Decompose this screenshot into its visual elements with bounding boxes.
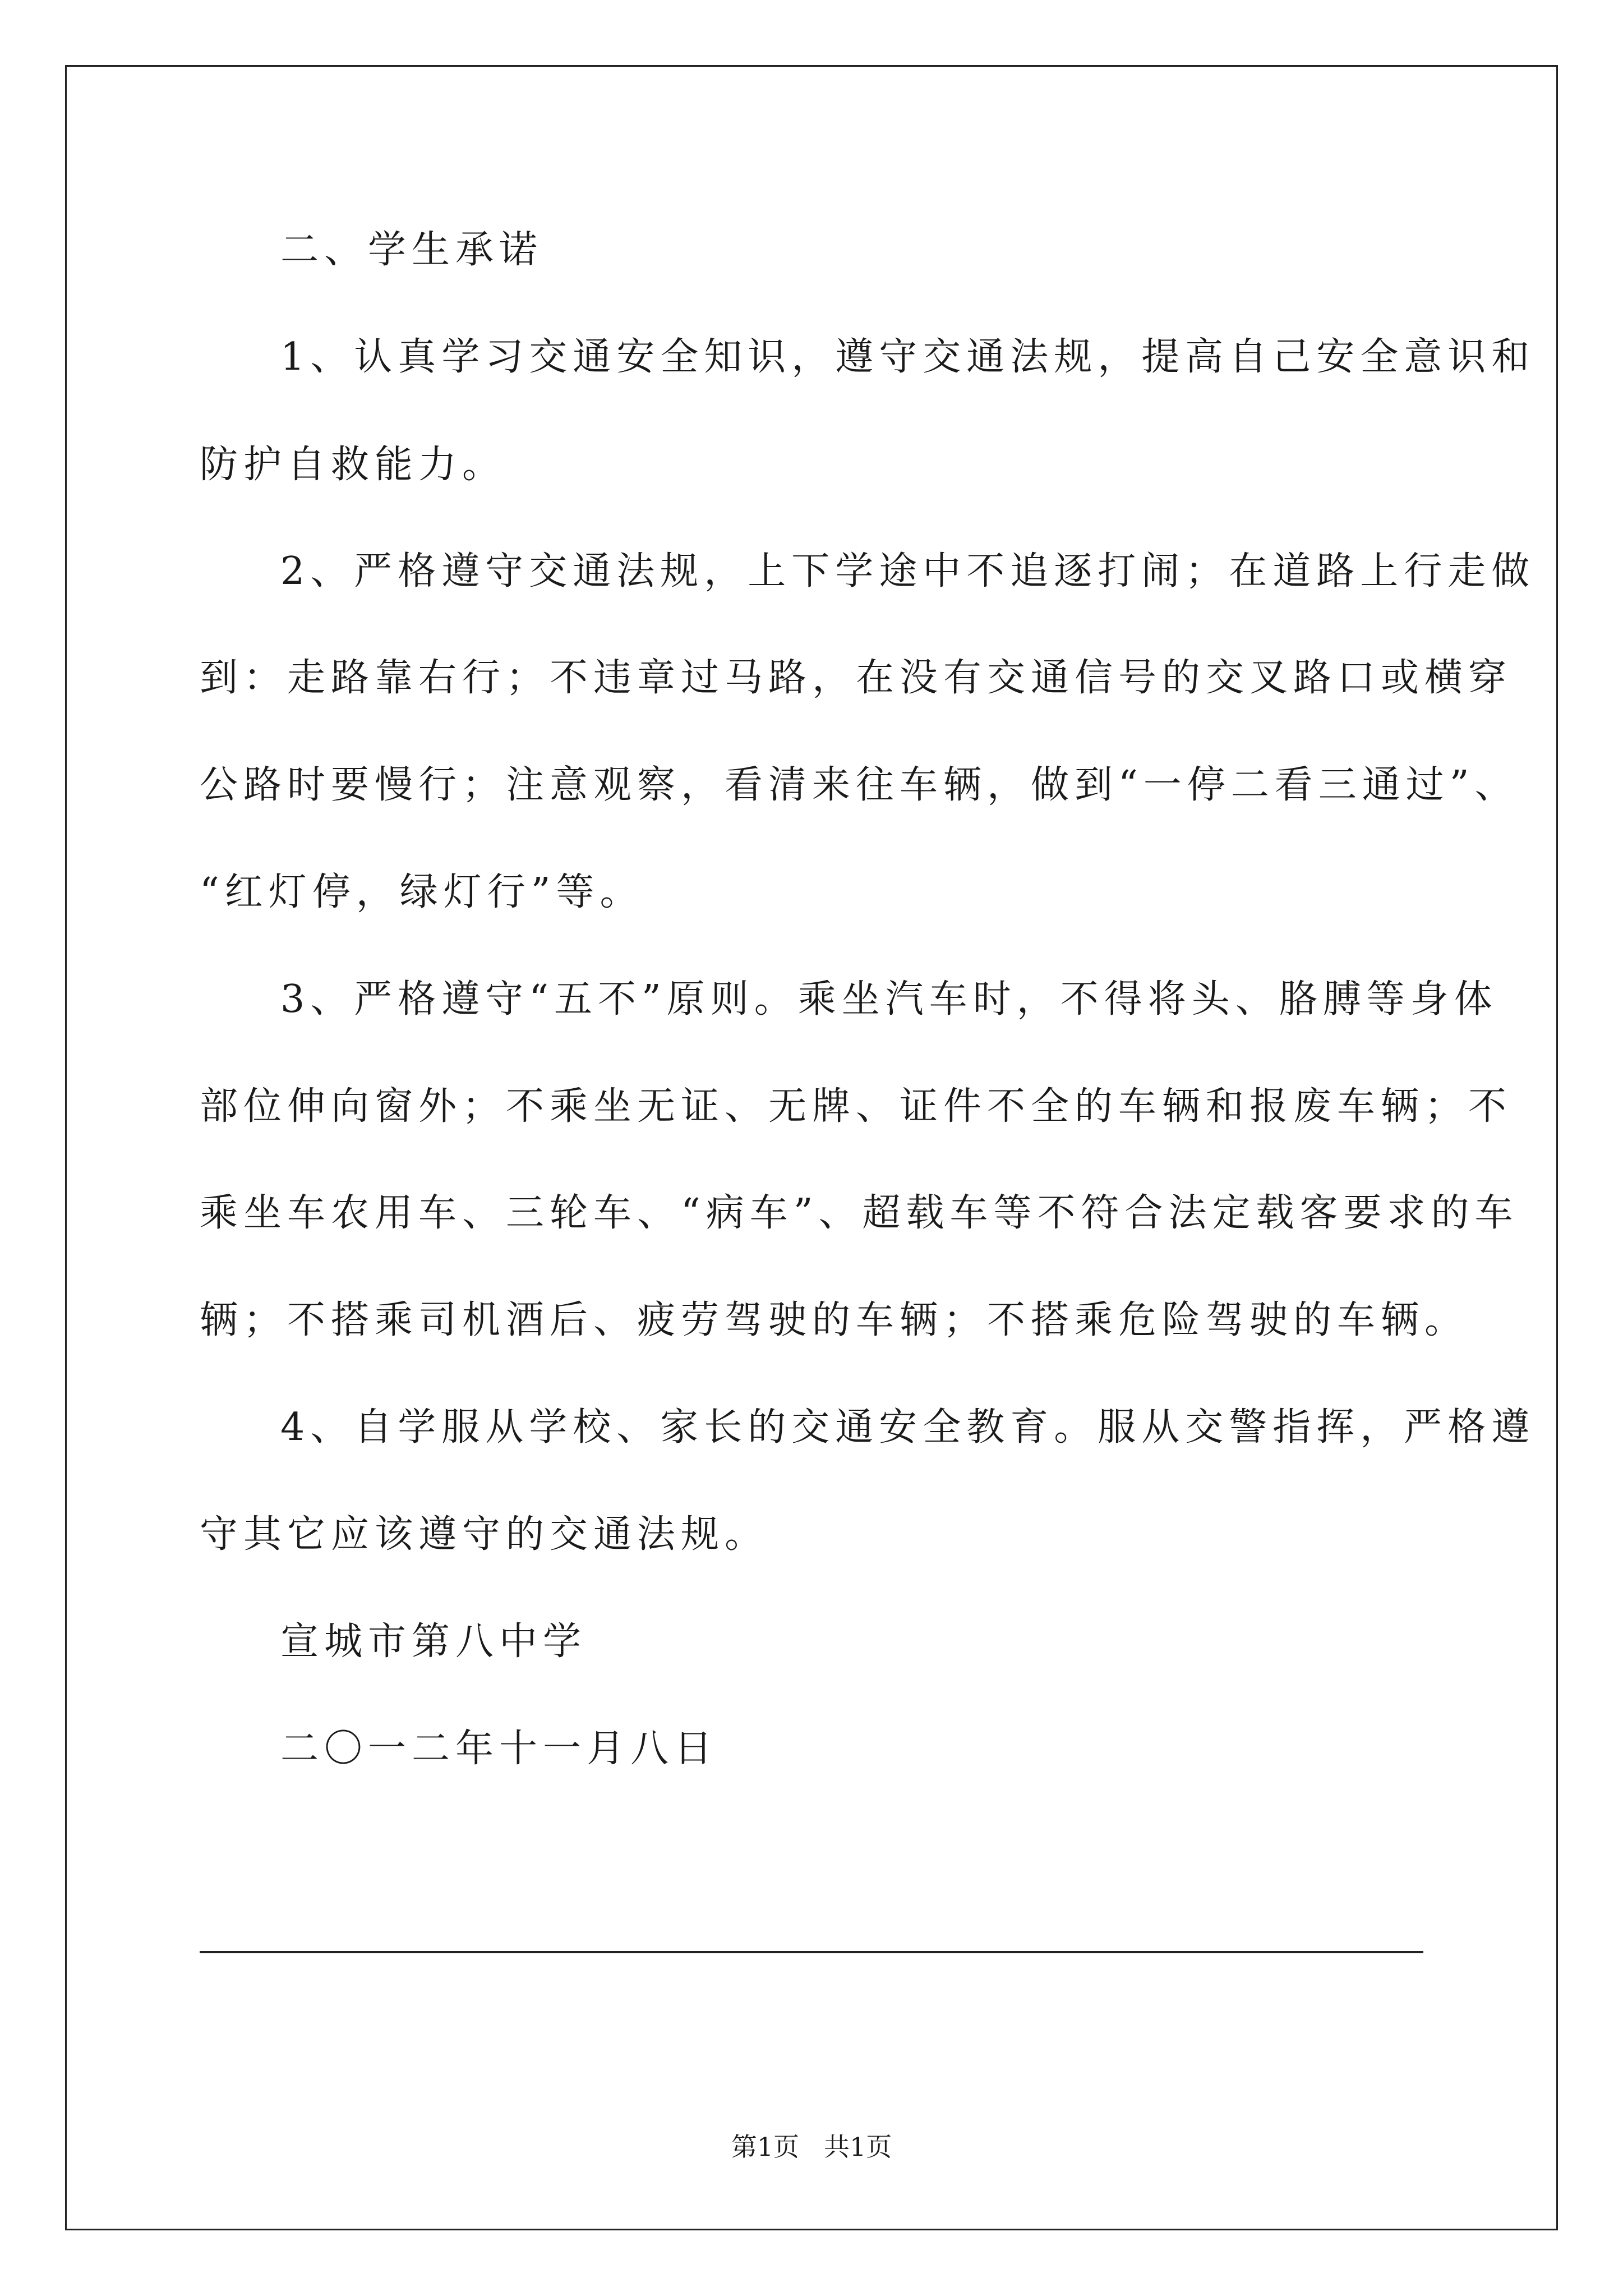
item-3-line-2: 部位伸向窗外；不乘坐无证、无牌、证件不全的车辆和报废车辆；不 [200, 1084, 1513, 1129]
page-border [65, 65, 1558, 2230]
item-2-line-1: 2、严格遵守交通法规，上下学途中不追逐打闹；在道路上行走做 [280, 549, 1536, 593]
item-1-line-1: 1、认真学习交通安全知识，遵守交通法规，提高自己安全意识和 [280, 335, 1536, 379]
item-3-line-3: 乘坐车农用车、三轮车、“病车”、超载车等不符合法定载客要求的车 [200, 1191, 1519, 1235]
section-heading: 二、学生承诺 [280, 228, 543, 272]
item-3-line-4: 辆；不搭乘司机酒后、疲劳驾驶的车辆；不搭乘危险驾驶的车辆。 [200, 1298, 1469, 1342]
separator-line [200, 1951, 1423, 1953]
item-2-line-4: “红灯停，绿灯行”等。 [200, 870, 644, 914]
page-footer [0, 2134, 1623, 2160]
signature-school: 宣城市第八中学 [280, 1619, 587, 1664]
item-4-line-1: 4、自学服从学校、家长的交通安全教育。服从交警指挥，严格遵 [280, 1405, 1536, 1450]
page-number: 第1页 [731, 2132, 800, 2162]
item-4-line-2: 守其它应该遵守的交通法规。 [200, 1512, 769, 1557]
item-3-line-1: 3、严格遵守“五不”原则。乘坐汽车时，不得将头、胳膊等身体 [280, 977, 1498, 1022]
signature-date: 二〇一二年十一月八日 [280, 1727, 718, 1771]
item-2-line-3: 公路时要慢行；注意观察，看清来往车辆，做到“一停二看三通过”、 [200, 763, 1519, 807]
item-1-line-2: 防护自救能力。 [200, 443, 506, 487]
item-2-line-2: 到：走路靠右行；不违章过马路，在没有交通信号的交叉路口或横穿 [200, 656, 1513, 700]
page-total: 共1页 [823, 2132, 892, 2162]
